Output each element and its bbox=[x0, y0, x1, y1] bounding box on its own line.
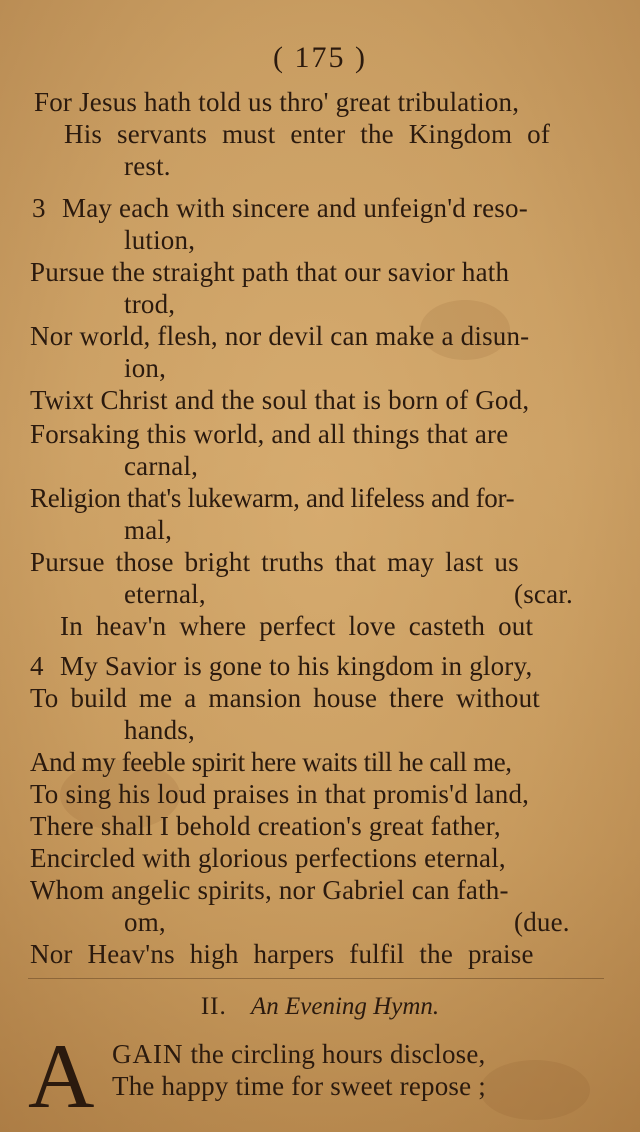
verse-line: To build me a mansion house there without bbox=[30, 683, 540, 713]
page-number: ( 175 ) bbox=[273, 41, 367, 74]
verse-line: rest. bbox=[124, 151, 171, 181]
hymn-line bbox=[112, 1038, 486, 1070]
verse-line: In heav'n where perfect love casteth out bbox=[60, 611, 534, 641]
verse-line: hands, bbox=[124, 715, 195, 745]
verse-line: (scar. bbox=[514, 579, 573, 609]
verse-line: Forsaking this world, and all things that are bbox=[30, 419, 509, 449]
verse-line: lution, bbox=[124, 225, 196, 255]
divider bbox=[28, 978, 604, 979]
verse-line: May each with sincere and unfeign'd reso- bbox=[62, 193, 528, 223]
verse-line: mal, bbox=[124, 515, 173, 545]
verse-line: There shall I behold creation's great father, bbox=[30, 811, 501, 841]
verse-line: His servants must enter the Kingdom of bbox=[64, 119, 551, 149]
verse-line: trod, bbox=[124, 289, 176, 319]
verse-line: Pursue the straight path that our savior hath bbox=[30, 257, 510, 287]
verse-number: 3 bbox=[32, 193, 46, 223]
verse-line: My Savior is gone to his kingdom in glory, bbox=[60, 651, 533, 681]
verse-number: 4 bbox=[30, 651, 44, 681]
hymn-heading bbox=[0, 990, 640, 1024]
verse-line: om, bbox=[124, 907, 166, 937]
hymn-number: II. bbox=[200, 993, 227, 1020]
verse-line: eternal, bbox=[124, 579, 206, 609]
verse-line: Encircled with glorious perfections eternal, bbox=[30, 843, 506, 873]
verse-line: carnal, bbox=[124, 451, 199, 481]
verse-line: To sing his loud praises in that promis'd land, bbox=[30, 779, 530, 809]
verse-line: For Jesus hath told us thro' great tribulation, bbox=[34, 87, 520, 117]
verse-line: ion, bbox=[124, 353, 167, 383]
verse-line: Whom angelic spirits, nor Gabriel can fath- bbox=[30, 875, 509, 905]
verse-line: Twixt Christ and the soul that is born of God, bbox=[30, 385, 530, 415]
hymn-title: An Evening Hymn. bbox=[251, 993, 440, 1020]
paper-stain bbox=[480, 1060, 590, 1120]
verse-line: Pursue those bright truths that may last us bbox=[30, 547, 519, 577]
drop-cap: A bbox=[28, 1025, 95, 1127]
hymn-line-caps: GAIN bbox=[112, 1039, 184, 1069]
verse-line: Nor Heav'ns high harpers fulfil the praise bbox=[30, 939, 534, 969]
hymn-line: The happy time for sweet repose ; bbox=[112, 1071, 486, 1101]
hymn-line-rest: the circling hours disclose, bbox=[190, 1039, 486, 1069]
verse-line: (due. bbox=[514, 907, 570, 937]
verse-line: Nor world, flesh, nor devil can make a disun- bbox=[30, 321, 530, 351]
verse-line: And my feeble spirit here waits till he call me, bbox=[30, 747, 512, 777]
verse-line: Religion that's lukewarm, and lifeless and for- bbox=[30, 483, 515, 513]
